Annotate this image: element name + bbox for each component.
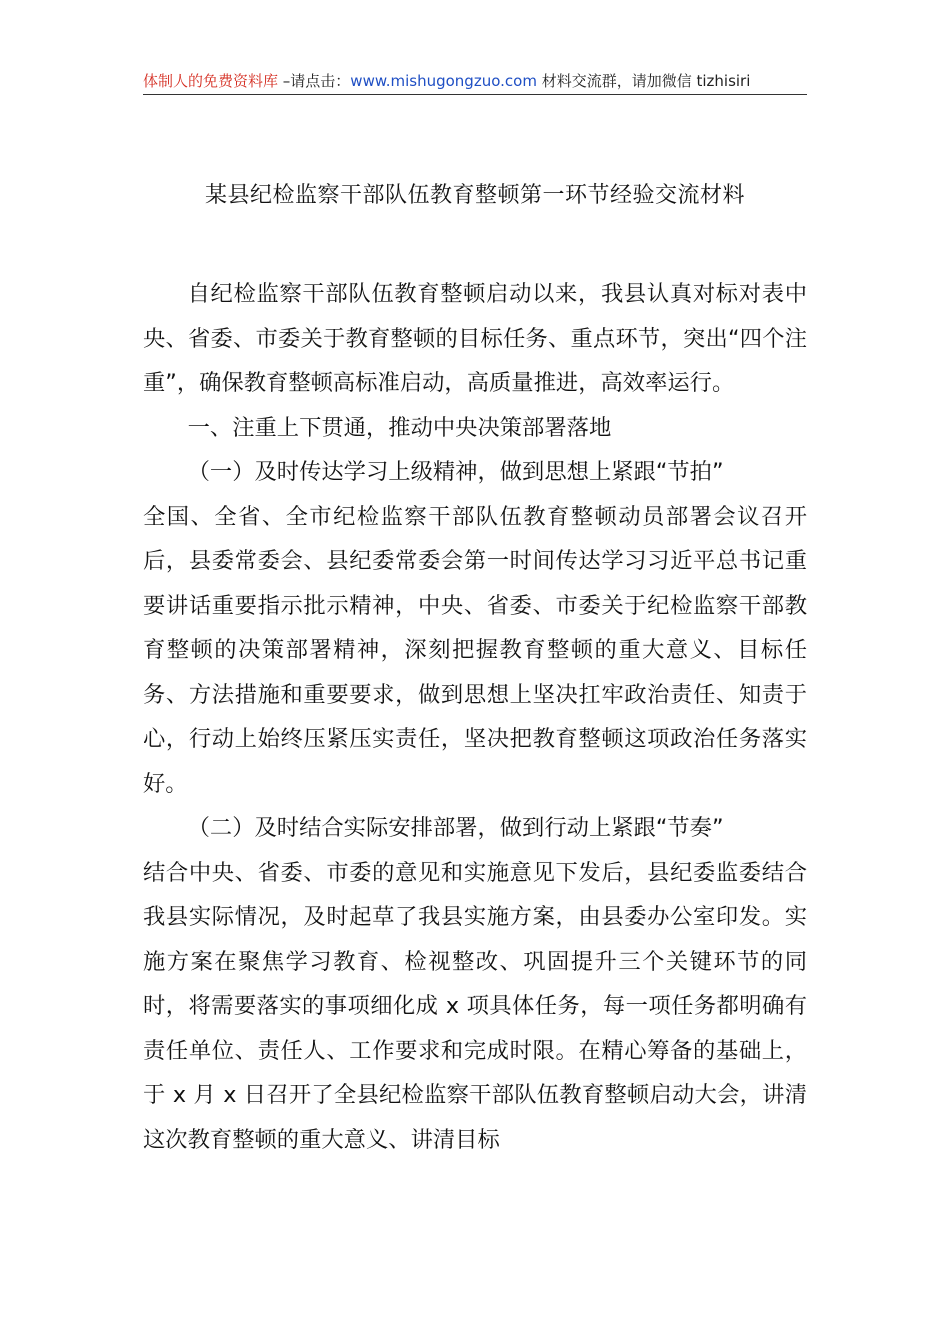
page-header	[143, 70, 807, 95]
section-heading-1: 一、注重上下贯通，推动中央决策部署落地	[187, 414, 612, 441]
body-paragraph: 结合中央、省委、市委的意见和实施意见下发后，县纪委监委结合我县实际情况，及时起草了我县实施方案，由县委办公室印发。实施方案在聚焦学习教育、检视整改、巩固提升三个关键环节的同时，将需要落实的事项细化成 x 项具体任务，每一项任务都明确有责任单位、责任人、工作要求和完成时限。在精心筹备的基础上，于 x 月 x 日召开了全县纪检监察干部队伍教育整顿启动大会，讲清这次教育整顿的重大意义、讲清目标	[143, 859, 807, 1153]
subsection-heading-1: （一）及时传达学习上级精神，做到思想上紧跟“节拍”	[187, 459, 724, 485]
header-url-link[interactable]: www.mishugongzuo.com	[350, 72, 537, 90]
header-prompt: –请点击：	[278, 72, 351, 90]
header-contact-text: 材料交流群，请加微信 tizhisiri	[536, 72, 751, 90]
document-title: 某县纪检监察干部队伍教育整顿第一环节经验交流材料	[204, 183, 745, 208]
document-body	[143, 272, 807, 1162]
subsection-heading-2: （二）及时结合实际安排部署，做到行动上紧跟“节奏”	[187, 815, 724, 841]
header-brand: 体制人的免费资料库	[143, 72, 279, 90]
body-paragraph: 全国、全省、全市纪检监察干部队伍教育整顿动员部署会议召开后，县委常委会、县纪委常委会第一时间传达学习习近平总书记重要讲话重要指示批示精神，中央、省委、市委关于纪检监察干部教育整顿的决策部署精神，深刻把握教育整顿的重大意义、目标任务、方法措施和重要要求，做到思想上坚决扛牢政治责任、知责于心，行动上始终压紧压实责任，坚决把教育整顿这项政治任务落实好。	[143, 503, 807, 797]
intro-paragraph: 自纪检监察干部队伍教育整顿启动以来，我县认真对标对表中央、省委、市委关于教育整顿的目标任务、重点环节，突出“四个注重”，确保教育整顿高标准启动，高质量推进，高效率运行。	[143, 281, 807, 396]
